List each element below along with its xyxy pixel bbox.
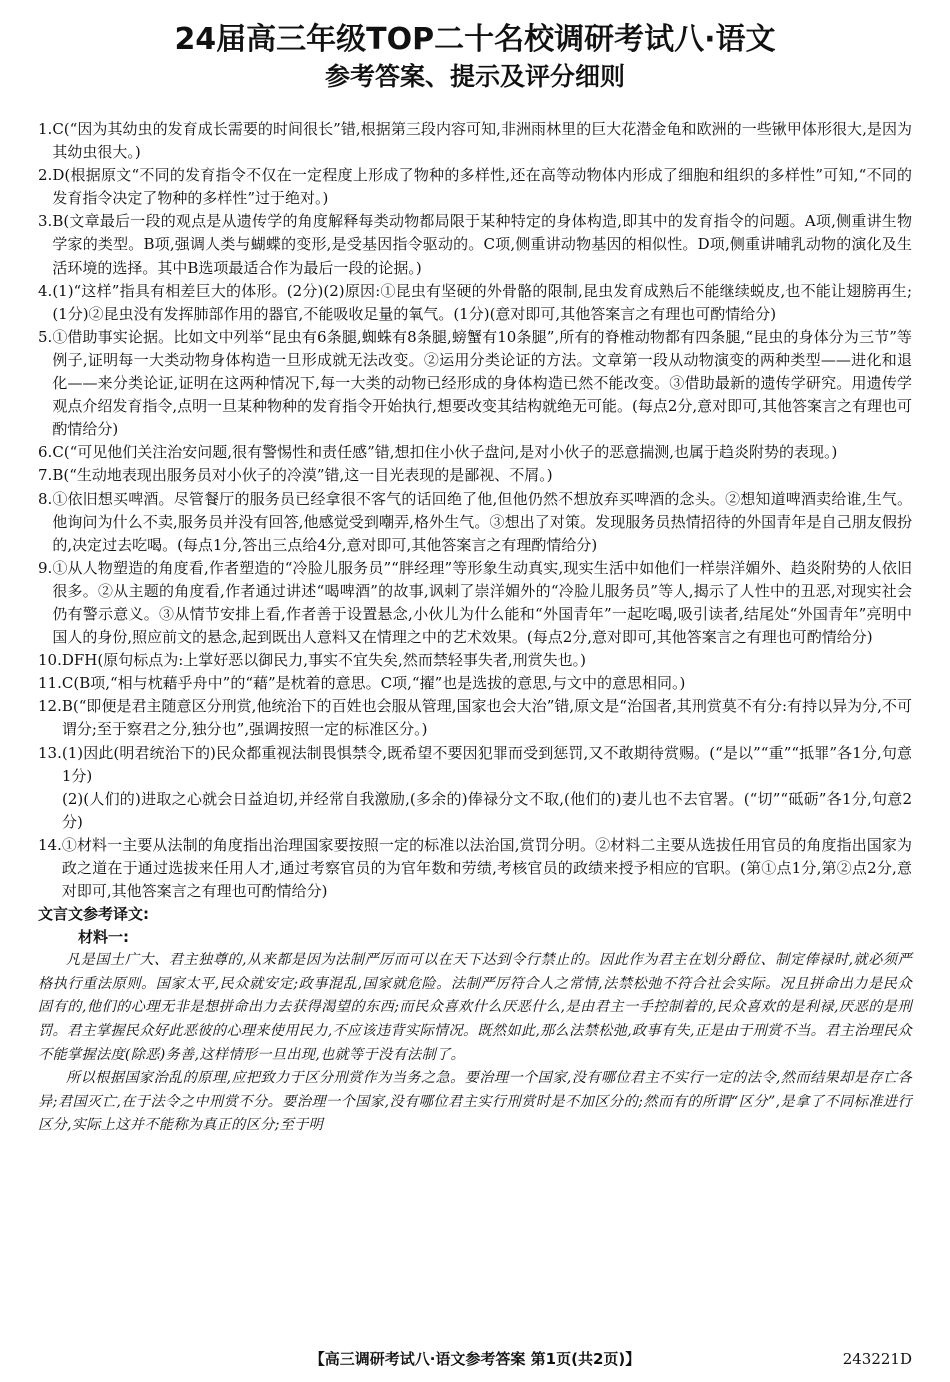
answer-item	[38, 210, 912, 279]
answer-number: 5.	[38, 327, 53, 346]
answer-item	[38, 464, 912, 487]
answer-number: 13.	[38, 743, 62, 762]
page-footer	[0, 1348, 950, 1370]
answer-number: 7.	[38, 466, 53, 485]
answer-subitem: (2)(人们的)进取之心就会日益迫切,并经常自我激励,(多余的)俸禄分文不取,(他们的)妻儿也不去官署。(“切”“砥砺”各1分,句意2分)	[62, 789, 912, 831]
answer-item	[38, 834, 912, 903]
answer-text: B(“即便是君主随意区分刑赏,他统治下的百姓也会服从管理,国家也会大治”错,原文是“治国者,其刑赏莫不有分:有持以异为分,不可谓分;至于察君之分,独分也”,强调按照一定的标准区分。)	[61, 697, 912, 739]
answer-list	[38, 118, 912, 903]
answer-text: C(“因为其幼虫的发育成长需要的时间很长”错,根据第三段内容可知,非洲雨林里的巨大花潜金龟和欧洲的一些锹甲体形很大,是因为其幼虫很大。)	[52, 120, 912, 162]
translation-heading: 文言文参考译文:	[38, 905, 149, 924]
answer-text: ①依旧想买啤酒。尽管餐厅的服务员已经拿很不客气的话回绝了他,但他仍然不想放弃买啤酒的念头。②想知道啤酒卖给谁,生气。他询问为什么不卖,服务员并没有回答,他感觉受到嘲弄,格外生气。③想出了对策。发现服务员热情招待的外国青年是自己朋友假扮的,决定过去吃喝。(每点1分,答出三点给4分,意对即可,其他答案言之有理酌情给分)	[52, 489, 912, 554]
answer-item	[38, 649, 912, 672]
answer-number: 3.	[38, 212, 53, 231]
answer-item	[38, 441, 912, 464]
answer-number: 8.	[38, 489, 53, 508]
answer-text: ①借助事实论据。比如文中列举“昆虫有6条腿,蜘蛛有8条腿,螃蟹有10条腿”,所有的脊椎动物都有四条腿,“昆虫的身体分为三节”等例子,证明每一大类动物身体构造一旦形成就无法改变。②运用分类论证的方法。文章第一段从动物演变的两种类型——进化和退化——来分类论证,证明在这两种情况下,每一大类的动物已经形成的身体构造已然不能改变。③借助最新的遗传学研究。用遗传学观点介绍发育指令,点明一旦某种物种的发育指令开始执行,想要改变其结构就绝无可能。(每点2分,意对即可,其他答案言之有理也可酌情给分)	[52, 327, 912, 439]
answer-number: 4.	[38, 281, 53, 300]
answer-text: (1)“这样”指具有相差巨大的体形。(2分)(2)原因:①昆虫有坚硬的外骨骼的限制,昆虫发育成熟后不能继续蜕皮,也不能让翅膀再生;(1分)②昆虫没有发挥肺部作用的器官,不能吸收足量的氧气。(1分)(意对即可,其他答案言之有理也可酌情给分)	[52, 281, 912, 323]
page-subtitle: 参考答案、提示及评分细则	[324, 62, 625, 91]
answer-item	[38, 164, 912, 210]
exam-code: 243221D	[842, 1350, 912, 1368]
answer-number: 9.	[38, 558, 53, 577]
answer-item	[38, 118, 912, 164]
answer-text: DFH(原句标点为:上掌好恶以御民力,事实不宜失矣,然而禁轻事失者,刑赏失也。)	[61, 651, 586, 670]
answer-number: 14.	[38, 835, 62, 854]
answer-text: ①材料一主要从法制的角度指出治理国家要按照一定的标准以法治国,赏罚分明。②材料二主要从选拔任用官员的角度指出国家为政之道在于通过选拔来任用人才,通过考察官员的为官年数和劳绩,考核官员的政绩来授予相应的官职。(第①点1分,第②点2分,意对即可,其他答案言之有理也可酌情给分)	[61, 835, 912, 901]
material-heading: 材料一:	[78, 928, 129, 947]
answer-number: 12.	[38, 697, 62, 716]
answer-text: D(根据原文“不同的发育指令不仅在一定程度上形成了物种的多样性,还在高等动物体内形成了细胞和组织的多样性”可知,“不同的发育指令决定了物种的多样性”过于绝对。)	[52, 166, 912, 208]
answer-text: ①从人物塑造的角度看,作者塑造的“冷脸儿服务员”“胖经理”等形象生动真实,现实生活中如他们一样崇洋媚外、趋炎附势的人依旧很多。②从主题的角度看,作者通过讲述“喝啤酒”的故事,讽刺了崇洋媚外的“冷脸儿服务员”等人,揭示了人性中的丑恶,对现实社会仍有警示意义。③从情节安排上看,作者善于设置悬念,小伙儿为什么能和“外国青年”一起吃喝,吸引读者,结尾处“外国青年”亮明中国人的身份,照应前文的悬念,起到既出人意料又在情理之中的艺术效果。(每点2分,意对即可,其他答案言之有理也可酌情给分)	[52, 558, 912, 647]
footer-label: 【高三调研考试八·语文参考答案 第1页(共2页)】	[309, 1350, 641, 1368]
answer-text: B(文章最后一段的观点是从遗传学的角度解释每类动物都局限于某种特定的身体构造,即其中的发育指令的问题。A项,侧重讲生物学家的类型。B项,强调人类与蝴蝶的变形,是受基因指令驱动的。C项,侧重讲动物基因的相似性。D项,侧重讲哺乳动物的演化及生活环境的选择。其中B选项最适合作为最后一段的论据。)	[52, 212, 912, 277]
answer-text: (1)因此(明君统治下的)民众都重视法制畏惧禁令,既希望不要因犯罪而受到惩罚,又不敢期待赏赐。(“是以”“重”“抵罪”各1分,句意1分)	[61, 743, 912, 785]
answer-text: C(“可见他们关注治安问题,很有警惕性和责任感”错,想扣住小伙子盘问,是对小伙子的恶意揣测,也属于趋炎附势的表现。)	[52, 443, 838, 462]
answer-item	[38, 695, 912, 741]
translation-paragraph: 所以根据国家治乱的原理,应把致力于区分刑赏作为当务之急。要治理一个国家,没有哪位君主不实行一定的法令,然而结果却是存亡各异;君国灭亡,在于法令之中刑赏不分。要治理一个国家,没有哪位君主实行刑赏时是不加区分的;然而有的所谓“区分”,是拿了不同标准进行区分,实际上这并不能称为真正的区分;至于明	[38, 1070, 912, 1134]
answer-number: 2.	[38, 166, 53, 185]
answer-number: 1.	[38, 120, 53, 138]
answer-item	[38, 326, 912, 441]
answer-item	[38, 488, 912, 557]
page-title: 24届高三年级TOP二十名校调研考试八·语文	[174, 22, 776, 57]
answer-item	[38, 557, 912, 649]
answer-item	[38, 672, 912, 695]
answer-number: 6.	[38, 443, 53, 462]
translation-paragraph: 凡是国土广大、君主独尊的,从来都是因为法制严厉而可以在天下达到令行禁止的。因此作为君主在划分爵位、制定俸禄时,就必须严格执行重法原则。国家太平,民众就安定;政事混乱,国家就危险。法制严厉符合人之常情,法禁松弛不符合社会实际。况且拼命出力是民众固有的,他们的心理无非是想拼命出力去获得渴望的东西;而民众喜欢什么厌恶什么,是由君主一手控制着的,民众喜欢的是利禄,厌恶的是刑罚。君主掌握民众好此恶彼的心理来使用民力,不应该违背实际情况。既然如此,那么法禁松弛,政事有失,正是由于刑赏不当。君主治理民众不能掌握法度(除恶)务善,这样情形一旦出现,也就等于没有法制了。	[38, 952, 913, 1063]
answer-text: B(“生动地表现出服务员对小伙子的冷漠”错,这一目光表现的是鄙视、不屑。)	[52, 466, 553, 485]
answer-number: 11.	[38, 674, 62, 693]
answer-text: C(B项,“相与枕藉乎舟中”的“藉”是枕着的意思。C项,“擢”也是选拔的意思,与文中的意思相同。)	[61, 674, 686, 693]
answer-number: 10.	[38, 651, 62, 670]
answer-item	[38, 742, 912, 788]
answer-item	[38, 280, 912, 326]
